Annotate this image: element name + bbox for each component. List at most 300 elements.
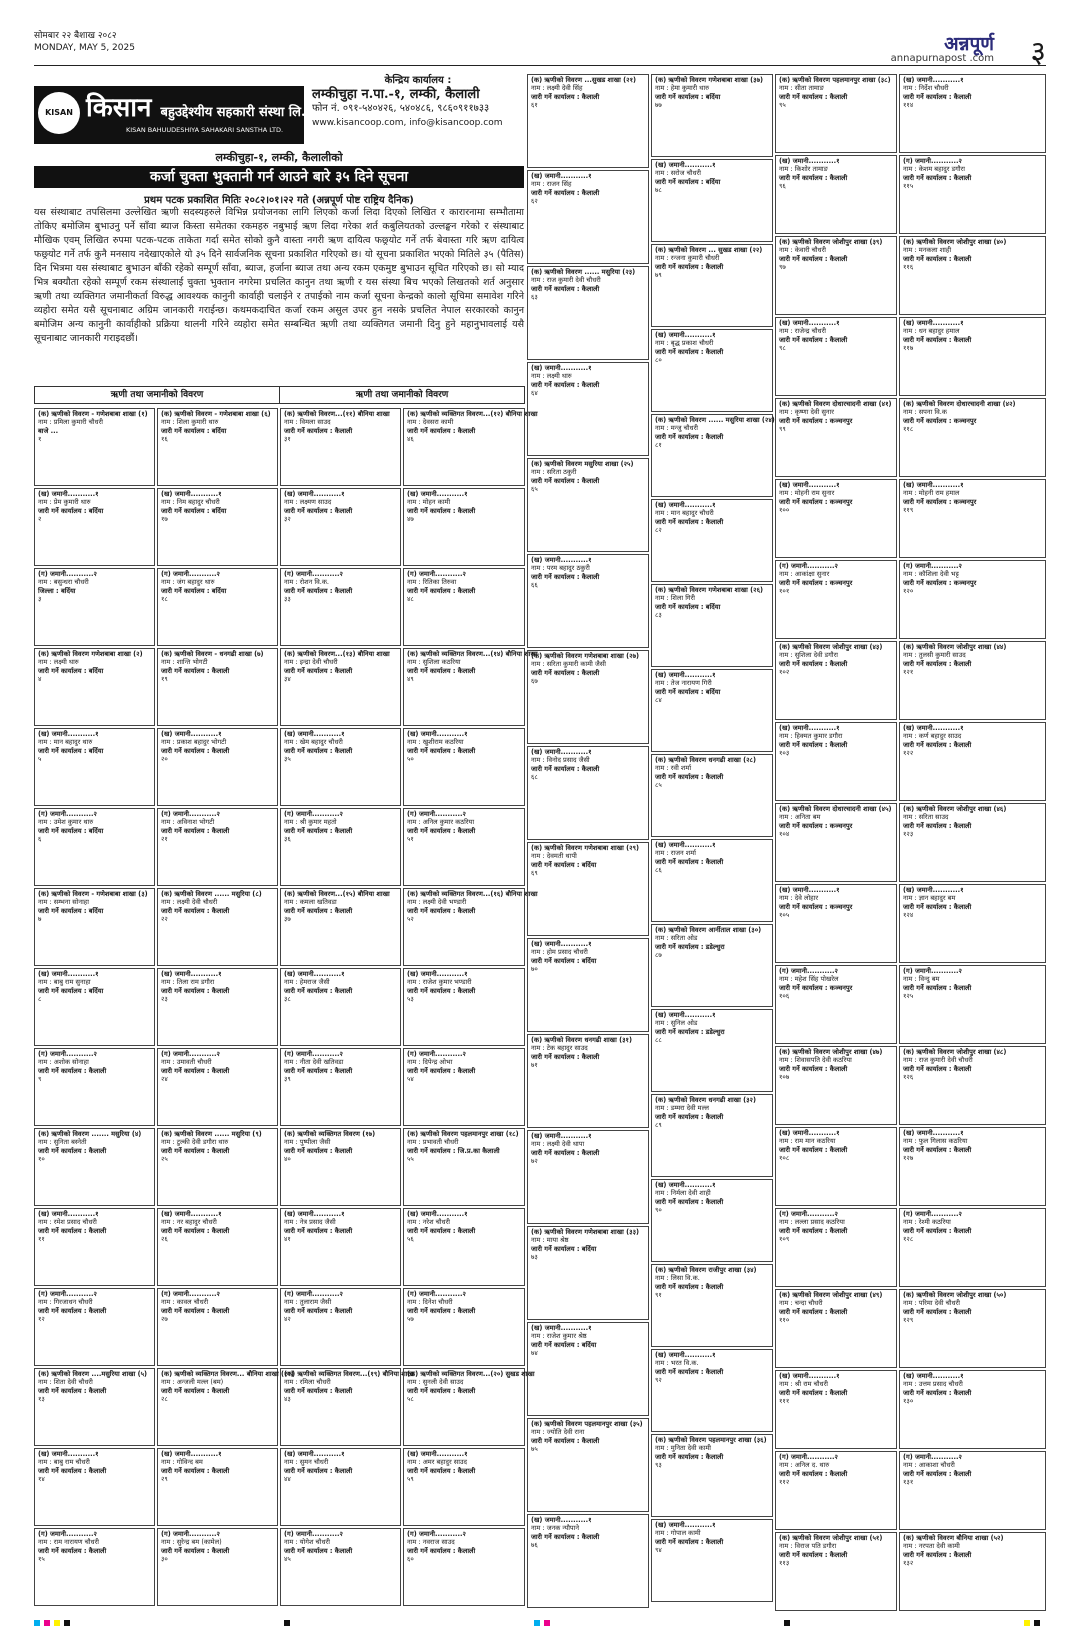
borrower-card — [280, 648, 401, 726]
card-office: जारी गर्ने कार्यालय : बर्दिया — [161, 506, 227, 515]
borrower-card — [34, 1208, 155, 1286]
card-heading: (क) ऋणीको व्यक्तिगत विवरण... बौनिया शाखा (१०) — [161, 1370, 294, 1378]
card-heading: (ख) जमानी...........१ — [38, 730, 99, 738]
card-office: जारी गर्ने कार्यालय : कैलाली — [284, 746, 353, 755]
card-number: १११ — [779, 1397, 790, 1406]
card-office: जारी गर्ने कार्यालय : कैलाली — [407, 746, 476, 755]
office-info — [312, 74, 524, 130]
card-number: ३६ — [284, 835, 291, 844]
card-number: १४ — [38, 1475, 45, 1484]
card-office: जारी गर्ने कार्यालय : बर्दिया — [38, 666, 104, 675]
card-heading: (क) ऋणीको विवरण - धनगढी शाखा (७) — [161, 650, 264, 658]
card-office: जारी गर्ने कार्यालय : कैलाली — [161, 1546, 230, 1555]
card-number: १८ — [161, 595, 168, 604]
borrower-card — [775, 803, 897, 882]
borrower-card — [403, 1128, 525, 1206]
card-office: जारी गर्ने कार्यालय : कैलाली — [531, 92, 600, 101]
card-number: ५९ — [407, 1475, 414, 1484]
card-office: जारी गर्ने कार्यालय : बर्दिया — [38, 986, 104, 995]
card-name: नाम : सुरेन्द्र बम (कामेल) — [161, 1538, 222, 1547]
borrower-card — [34, 1288, 155, 1366]
card-heading: (क) ऋणीको विवरण ...... मसुरिया शाखा (२४) — [655, 416, 775, 424]
card-name: नाम : मुनिता देवी कामी — [655, 1444, 711, 1453]
card-name: नाम : रमिला चौधरी — [284, 1378, 331, 1387]
card-heading: (ख) जमानी...........१ — [531, 172, 592, 180]
card-heading: (ख) जमानी...........१ — [903, 724, 964, 732]
card-office: जारी गर्ने कार्यालय : कैलाली — [531, 572, 600, 581]
card-name: नाम : तुलसी कुमारी साउद — [903, 651, 966, 660]
card-number: ७० — [531, 965, 538, 974]
card-office: जारी गर्ने कार्यालय : कैलाली — [779, 1550, 848, 1559]
card-name: नाम : मोहनी राम सुनार — [779, 489, 835, 498]
card-name: नाम : विराज पति डगौरा — [779, 1542, 837, 1551]
card-heading: (ख) जमानी...........१ — [903, 319, 964, 327]
card-name: नाम : देवे लोहार — [779, 894, 819, 903]
card-office: जारी गर्ने कार्यालय : कैलाली — [284, 1386, 353, 1395]
card-heading: (ग) जमानी...........२ — [161, 1050, 220, 1058]
card-office: जारी गर्ने कार्यालय : कैलाली — [779, 92, 848, 101]
card-heading: (ख) जमानी...........१ — [655, 161, 716, 169]
card-number: ८७ — [655, 951, 662, 960]
card-name: नाम : लक्ष्मी थारु — [531, 372, 572, 381]
borrower-card — [157, 808, 278, 886]
card-heading: (क) ऋणीको विवरण जोशीपुर शाखा (४८) — [903, 1048, 1007, 1056]
card-heading: (ग) जमानी...........२ — [407, 570, 466, 578]
card-heading: (क) ऋणीको विवरण पहलमानपुर शाखा (१८) — [407, 1130, 519, 1138]
borrower-card — [403, 1208, 525, 1286]
card-name: नाम : परिमा देवी चौधरी — [903, 1299, 960, 1308]
borrower-card — [280, 1128, 401, 1206]
borrower-card — [775, 74, 897, 153]
card-heading: (ख) जमानी...........१ — [903, 76, 964, 84]
borrower-card — [775, 560, 897, 639]
notice-column — [775, 74, 897, 1616]
card-number: १७ — [161, 515, 168, 524]
card-heading: (क) ऋणीको विवरण गणेशबाबा शाखा (२७) — [531, 652, 640, 660]
card-name: नाम : सरिता ओड — [655, 934, 698, 943]
card-number: ८० — [655, 356, 662, 365]
card-heading: (ख) जमानी...........१ — [407, 970, 468, 978]
card-name: नाम : प्रमिला कुमारी चौधरी — [38, 418, 103, 427]
card-heading: (ग) जमानी...........२ — [903, 1453, 962, 1461]
borrower-card — [34, 488, 155, 566]
card-office: जारी गर्ने कार्यालय : कैलाली — [407, 1546, 476, 1555]
card-office: जारी गर्ने कार्यालय : बर्दिया — [38, 906, 104, 915]
card-office: जारी गर्ने कार्यालय : कैलाली — [38, 1546, 107, 1555]
card-name: नाम : उमेश कुमार थारु — [38, 818, 94, 827]
card-heading: (ग) जमानी...........२ — [407, 1050, 466, 1058]
borrower-card — [899, 1289, 1046, 1368]
office-address: लम्कीचुहा न.पा.-१, लम्की, कैलाली — [312, 87, 480, 102]
card-office: जारी गर्ने कार्यालय : कैलाली — [903, 1226, 972, 1235]
card-heading: (क) ऋणीको विवरण - गणेशबाबा शाखा (३) — [38, 890, 148, 898]
card-number: ५१ — [407, 835, 414, 844]
card-heading: (ग) जमानी...........२ — [161, 570, 220, 578]
card-office: जारी गर्ने कार्यालय : कैलाली — [903, 983, 972, 992]
card-name: नाम : सरोज चौधरी — [655, 169, 701, 178]
card-heading: (ग) जमानी...........२ — [161, 1530, 220, 1538]
card-heading: (ख) जमानी...........१ — [655, 841, 716, 849]
date-line — [34, 30, 135, 54]
card-name: नाम : आकांक्षा सुनार — [779, 570, 830, 579]
card-office: जारी गर्ने कार्यालय : कैलाली — [161, 1226, 230, 1235]
card-office: जारी गर्ने कार्यालय : कैलाली — [284, 1226, 353, 1235]
card-office: जारी गर्ने कार्यालय : कैलाली — [407, 986, 476, 995]
borrower-card — [651, 1264, 773, 1347]
card-heading: (क) ऋणीको विवरण गणेशबाबा शाखा (२) — [38, 650, 143, 658]
card-number: २८ — [161, 1395, 168, 1404]
card-heading: (क) ऋणीको विवरण...(१५) बौनिया शाखा — [284, 890, 390, 898]
card-heading: (ग) जमानी...........२ — [284, 810, 343, 818]
card-number: ८४ — [655, 696, 662, 705]
card-name: नाम : आकाशा चौधरी — [903, 1461, 955, 1470]
borrower-card — [899, 74, 1046, 153]
card-number: ८१ — [655, 441, 662, 450]
borrower-card — [651, 754, 773, 837]
borrower-card — [157, 968, 278, 1046]
card-name: नाम : सीता तामाङ — [779, 84, 824, 93]
card-name: नाम : योगेश चौधरी — [284, 1538, 330, 1547]
card-name: नाम : उत्तम प्रसाद चौधरी — [903, 1380, 963, 1389]
column-headers — [34, 386, 525, 404]
borrower-card — [403, 968, 525, 1046]
card-name: नाम : प्रेम कुमारी थारु — [38, 498, 91, 507]
card-number: ११० — [779, 1316, 790, 1325]
card-office: जारी गर्ने कार्यालय : कैलाली — [284, 1546, 353, 1555]
card-number: २७ — [161, 1315, 168, 1324]
card-office: जारी गर्ने कार्यालय : कैलाली — [284, 1466, 353, 1475]
card-office: जारी गर्ने कार्यालय : बर्दिया — [38, 826, 104, 835]
card-office: जारी गर्ने कार्यालय : कैलाली — [655, 347, 724, 356]
borrower-card — [403, 808, 525, 886]
borrower-card — [157, 728, 278, 806]
card-name: नाम : निर्मला देवी शाही — [655, 1189, 711, 1198]
borrower-card — [157, 648, 278, 726]
borrower-card — [651, 244, 773, 327]
card-heading: (ग) जमानी...........२ — [407, 1290, 466, 1298]
borrower-card — [34, 568, 155, 646]
card-office: जारी गर्ने कार्यालय : बर्दिया — [655, 602, 721, 611]
card-number: ६८ — [531, 773, 538, 782]
card-heading: (क) ऋणीको विवरण जोशीपुर शाखा (४४) — [903, 643, 1007, 651]
borrower-card — [34, 648, 155, 726]
card-name: नाम : मोहन कामी — [407, 498, 451, 507]
card-heading: (ग) जमानी...........२ — [284, 1530, 343, 1538]
card-heading: (ख) जमानी...........१ — [655, 1011, 716, 1019]
card-office: जारी गर्ने कार्यालय : कैलाली — [779, 1226, 848, 1235]
card-heading: (क) ऋणीको विवरण - गणेशबाबा शाखा (१) — [38, 410, 148, 418]
borrower-card — [775, 1208, 897, 1287]
card-name: नाम : केशम बहादुर डगौरा — [903, 165, 965, 174]
website[interactable]: annapurnapost .com — [890, 53, 994, 64]
card-name: नाम : राम नारायण चौधरी — [38, 1538, 99, 1547]
borrower-card — [280, 488, 401, 566]
card-name: नाम : राज कुमारी देवी चौधरी — [531, 276, 601, 285]
card-office: जारी गर्ने कार्यालय : कैलाली — [161, 1306, 230, 1315]
card-office: जारी गर्ने कार्यालय : कैलाली — [531, 764, 600, 773]
card-office: जारी गर्ने कार्यालय : कैलाली — [779, 1307, 848, 1316]
borrower-card — [34, 888, 155, 966]
card-heading: (क) ऋणीको विवरण गणेशबाबा शाखा (३७) — [655, 76, 764, 84]
borrower-card — [34, 1048, 155, 1126]
card-office: जारी गर्ने कार्यालय : कैलाली — [655, 857, 724, 866]
card-office: जारी गर्ने कार्यालय : कैलाली — [161, 906, 230, 915]
borrower-card — [775, 155, 897, 234]
card-name: नाम : इन्द्रा देवी चौधरी — [284, 658, 338, 667]
card-number: १०२ — [779, 668, 790, 677]
borrower-card — [775, 1127, 897, 1206]
card-name: नाम : राजेश कुमार श्रेष्ठ — [531, 1332, 587, 1341]
card-name: नाम : फुल गिलास कठरिया — [903, 1137, 968, 1146]
card-number: ३१ — [284, 435, 291, 444]
card-heading: (ख) जमानी...........१ — [903, 886, 964, 894]
borrower-card — [899, 1370, 1046, 1449]
borrower-card — [403, 1528, 525, 1606]
card-number: ७६ — [531, 1541, 538, 1550]
borrower-card — [280, 408, 401, 486]
card-name: नाम : रमेश प्रसाद चौधरी — [38, 1218, 97, 1227]
card-name: नाम : नरेश चौधरी — [407, 1218, 451, 1227]
borrower-card — [651, 839, 773, 922]
card-name: नाम : रोशन वि.क. — [284, 578, 329, 587]
card-name: नाम : माया श्रेष्ठ — [531, 1236, 569, 1245]
card-name: नाम : शिला गिरी — [655, 594, 696, 603]
card-name: नाम : खेम बहादुर चौधरी — [284, 738, 343, 747]
card-office: जारी गर्ने कार्यालय : कञ्चनपुर — [779, 821, 853, 830]
card-name: नाम : हेमा कुमारी थारु — [655, 84, 710, 93]
card-name: नाम : होम प्रसाद चौधरी — [531, 948, 588, 957]
card-name: नाम : नर बहादुर चौधरी — [161, 1218, 217, 1227]
card-office: जारी गर्ने कार्यालय : कैलाली — [407, 586, 476, 595]
borrower-card — [899, 803, 1046, 882]
card-name: नाम : निम बहादुर चौधरी — [161, 498, 220, 507]
card-name: नाम : चन्दा चौधरी — [779, 1299, 823, 1308]
column-header: ऋणी तथा जमानीको विवरण — [355, 390, 449, 400]
card-heading: (ख) जमानी...........१ — [779, 481, 840, 489]
borrower-card — [899, 1046, 1046, 1125]
card-number: ५८ — [407, 1395, 414, 1404]
card-name: नाम : केवारी चौधरी — [779, 246, 827, 255]
card-number: ७१ — [531, 1061, 538, 1070]
card-heading: (ग) जमानी...........२ — [38, 1050, 97, 1058]
card-office: जारी गर्ने कार्यालय : कैलाली — [161, 1386, 230, 1395]
borrower-card — [775, 236, 897, 315]
borrower-card — [651, 74, 773, 157]
card-name: नाम : ज्ञान बहादुर बम — [903, 894, 956, 903]
card-name: नाम : उमावती चौधरी — [161, 1058, 212, 1067]
card-number: ६६ — [531, 581, 538, 590]
card-heading: (क) ऋणीको विवरण दोधारचादनी शाखा (४२) — [903, 400, 1016, 408]
card-heading: (ख) जमानी...........१ — [284, 1210, 345, 1218]
card-number: ९२ — [655, 1376, 662, 1385]
card-number: ४६ — [407, 435, 414, 444]
card-heading: (क) ऋणीको विवरण...(११) बौनिया शाखा — [284, 410, 390, 418]
card-number: ११४ — [903, 101, 914, 110]
card-number: १२३ — [903, 830, 914, 839]
card-number: १२८ — [903, 1235, 914, 1244]
card-heading: (क) ऋणीको विवरण जोशीपुर शाखा (४०) — [903, 238, 1007, 246]
card-office: जिल्ला : बर्दिया — [38, 586, 76, 595]
card-number: ८३ — [655, 611, 662, 620]
borrower-card — [651, 1179, 773, 1262]
card-office: जारी गर्ने कार्यालय : कैलाली — [407, 666, 476, 675]
card-name: नाम : सुशिला देवी डगौरा — [779, 651, 838, 660]
logo-english: KISAN BAHUUDESHIYA SAHAKARI SANSTHA LTD. — [126, 126, 284, 134]
card-office: जारी गर्ने कार्यालय : कैलाली — [655, 1367, 724, 1376]
card-number: ६० — [407, 1555, 414, 1564]
borrower-card — [157, 888, 278, 966]
date-en: MONDAY, MAY 5, 2025 — [34, 43, 135, 53]
card-name: नाम : मान बहादुर चौधरी — [655, 509, 714, 518]
borrower-card — [157, 1528, 278, 1606]
card-heading: (क) ऋणीको विवरण धनगढी शाखा (३२) — [655, 1096, 756, 1104]
card-name: नाम : मनकला शाही — [903, 246, 952, 255]
card-heading: (क) ऋणीको विवरण जोशीपुर शाखा (५१) — [779, 1534, 883, 1542]
card-name: नाम : अमर बहादुर साउद — [407, 1458, 468, 1467]
card-number: ८ — [38, 995, 42, 1004]
card-office: जारी गर्ने कार्यालय : कैलाली — [531, 476, 600, 485]
borrower-card — [899, 722, 1046, 801]
borrower-card — [34, 1448, 155, 1526]
card-heading: (क) ऋणीको विवरण दोधारचादनी शाखा (४५) — [779, 805, 892, 813]
card-number: ९७ — [779, 263, 786, 272]
borrower-card — [527, 650, 649, 744]
card-office: जारी गर्ने कार्यालय : कैलाली — [903, 1550, 972, 1559]
card-office: जारी गर्ने कार्यालय : कैलाली — [655, 517, 724, 526]
notice-body: यस संस्थाबाट तपसिलमा उल्लेखित ऋणी सदस्यहरुले विभिन्न प्रयोजनका लागि लिएको कर्जा लिदा दिएको लिखित र कारारनामा सम्भौतामा तोकिए बमोजिम बुभाउनु पर्ने साँवा ब्याज किस्ता समेतका रकमहरु नबुभाई ऋण लिदा गरेका शर्त कबुलियतको उल्लङ्घन गरेको र संस्थाबाट मौखिक एवम् लिखित रुपमा पटक-पटक ताकेता गर्दा समेत सोको कुनै वास्ता नगरी ऋण दायित्व फछ्र्याेट गर्ने तर्फ बेवास्ता गरि ऋण दायित्व फछ्र्याेट गर्ने तर्फ कुनै मनसाय नदेखाएकोले यो ३५ दिने सार्वजनिक सूचना प्रकाशित गरिएको छ। यो सूचना प्रकाशित भएको मितिले ३५ (पैतिस) दिन भित्रमा यस संस्थाबाट बुभाउन बाँकी रहेको सम्पूर्ण साँवा, ब्याज, हर्जाना ब्याज तथा अन्य रकम एकमुष्ट बुभाउन सूचित गरिएको छ। सो म्याद भित्र बक्यौता रहेको सम्पूर्ण रकम संस्थालाई चुक्ता भुक्तान नगरेमा प्रचलित कानुन तथा ऋणी र यस संस्था बिच भएको लिखतको शर्त अनुसार ऋणी तथा व्यक्तिगत जमानीकर्ता विरुद्ध आवश्यक कानुनी कार्वाही चलाईने र तपाईको नाम कर्जा सूचना केन्द्रको कालो सूचिमा समावेश गरिने व्यहोरा समेत यसै सूचनाबाट अग्रिम जानकारी गराईन्छ। कथमकदाचित कर्जा रकम असुल उपर हुन नसके प्रचलित नेपाल सरकारको कानुन बमोजिम अन्य कानुनी कार्वाहीको प्रक्रिया थालनी गरिने व्यहोरा समेत सम्बन्धित ऋणी तथा व्यक्तिगत जमानी दिनु हुने महानुभावलाई यसै सूचनाबाट जानकारी गराइदछौं। — [34, 207, 524, 344]
card-heading: (क) ऋणीको व्यक्तिगत विवरण...(२०) सुखड शाखा — [407, 1370, 535, 1378]
card-number: ३८ — [284, 995, 291, 1004]
card-office: जारी गर्ने कार्यालय : कैलाली — [903, 1307, 972, 1316]
card-heading: (क) ऋणीको विवरण जोशीपुर शाखा (४९) — [779, 1291, 883, 1299]
card-office: जारी गर्ने कार्यालय : बर्दिया — [531, 956, 597, 965]
card-heading: (ख) जमानी...........१ — [38, 1450, 99, 1458]
borrower-card — [527, 842, 649, 936]
card-heading: (ग) जमानी...........२ — [284, 1050, 343, 1058]
card-heading: (ख) जमानी...........१ — [779, 319, 840, 327]
borrower-card — [775, 1532, 897, 1611]
borrower-card — [651, 1519, 773, 1602]
borrower-card — [403, 408, 538, 486]
card-office: जारी गर्ने कार्यालय : कैलाली — [161, 1066, 230, 1075]
card-number: १०७ — [779, 1073, 790, 1082]
borrower-card — [157, 488, 278, 566]
card-heading: (ख) जमानी...........१ — [531, 1324, 592, 1332]
card-heading: (ख) जमानी...........१ — [407, 1210, 468, 1218]
card-office: जारी गर्ने कार्यालय : कञ्चनपुर — [779, 983, 853, 992]
borrower-card — [899, 236, 1046, 315]
card-heading: (ख) जमानी...........१ — [161, 1450, 222, 1458]
card-office: जारी गर्ने कार्यालय : कैलाली — [903, 92, 972, 101]
card-name: नाम : तेज नारायण गिरी — [655, 679, 712, 688]
card-number: ८६ — [655, 866, 662, 875]
borrower-card — [651, 329, 773, 412]
card-office: जारी गर्ने कार्यालय : बर्दिया — [531, 860, 597, 869]
card-office: जारी गर्ने कार्यालय : कैलाली — [38, 1466, 107, 1475]
card-name: नाम : देवसरा कामी — [407, 418, 454, 427]
borrower-card — [775, 641, 897, 720]
card-name: नाम : सुशिला कठरिया — [407, 658, 461, 667]
card-heading: (ख) जमानी...........१ — [655, 1351, 716, 1359]
card-heading: (क) ऋणीको विवरण दोधारचादनी शाखा (४१) — [779, 400, 892, 408]
borrower-card — [403, 888, 538, 966]
card-name: नाम : हेमराज जैसी — [284, 978, 330, 987]
card-heading: (ग) जमानी...........२ — [38, 810, 97, 818]
card-name: नाम : विमला साउद — [284, 418, 331, 427]
card-office: जारी गर्ने कार्यालय : डडेल्धुरा — [655, 942, 725, 951]
card-number: १० — [38, 1155, 45, 1164]
borrower-card — [280, 968, 401, 1046]
borrower-card — [651, 1434, 773, 1517]
card-name: नाम : अनिल कुमार कठरिया — [407, 818, 475, 827]
card-heading: (ख) जमानी...........१ — [779, 1372, 840, 1380]
card-name: नाम : अनिता बम — [779, 813, 821, 822]
card-name: नाम : सरिता कुमारी कामी जैसी — [531, 660, 606, 669]
card-number: २५ — [161, 1155, 168, 1164]
card-office: जारी गर्ने कार्यालय : कञ्चनपुर — [779, 416, 853, 425]
card-number: ११३ — [779, 1559, 790, 1568]
office-web[interactable]: www.kisancoop.com, info@kisancoop.com — [312, 118, 503, 128]
card-name: नाम : कौशिला देवी भट्ट — [903, 570, 959, 579]
borrower-card — [775, 965, 897, 1044]
card-office: जारी गर्ने कार्यालय : कैलाली — [903, 740, 972, 749]
card-number: ५५ — [407, 1155, 414, 1164]
card-name: नाम : प्रभावती चौधरी — [407, 1138, 459, 1147]
borrower-card — [527, 74, 649, 168]
notice-column — [651, 74, 773, 1616]
card-office: जारी गर्ने कार्यालय : कैलाली — [284, 1066, 353, 1075]
borrower-card — [527, 1418, 649, 1512]
card-number: १३० — [903, 1397, 914, 1406]
card-heading: (क) ऋणीको विवरण ...... मसुरिया (९) — [161, 1130, 262, 1138]
card-name: नाम : श्री राम चौधरी — [779, 1380, 828, 1389]
card-office: जारी गर्ने कार्यालय : कैलाली — [284, 586, 353, 595]
card-name: नाम : तिला राम डगौरा — [161, 978, 215, 987]
card-heading: (ग) जमानी...........२ — [161, 1290, 220, 1298]
card-number: ३४ — [284, 675, 291, 684]
card-number: १३ — [38, 1395, 45, 1404]
card-office: जारी गर्ने कार्यालय : कैलाली — [161, 826, 230, 835]
borrower-card — [403, 488, 525, 566]
card-number: ११५ — [903, 182, 914, 191]
borrower-card — [527, 1034, 649, 1128]
branch-line: लम्कीचुहा-१, लम्की, कैलालीको — [215, 151, 343, 164]
card-office: जारी गर्ने कार्यालय : कैलाली — [779, 1064, 848, 1073]
card-heading: (ख) जमानी...........१ — [407, 730, 468, 738]
card-name: नाम : कमला खतिवडा — [284, 898, 337, 907]
card-number: २ — [38, 515, 42, 524]
card-heading: (ग) जमानी...........२ — [779, 1210, 838, 1218]
card-number: ६४ — [531, 389, 538, 398]
card-office: जारी गर्ने कार्यालय : कञ्चनपुर — [779, 578, 853, 587]
borrower-card — [775, 317, 897, 396]
card-heading: (ख) जमानी...........१ — [779, 724, 840, 732]
card-heading: (क) ऋणीको विवरण गणेशबाबा शाखा (२६) — [655, 586, 764, 594]
card-number: १२१ — [903, 668, 914, 677]
card-heading: (क) ऋणीको विवरण मसुरिया शाखा (२५) — [531, 460, 634, 468]
card-number: ९८ — [779, 344, 786, 353]
borrower-card — [157, 1288, 278, 1366]
publication-name: अन्नपूर्ण — [944, 33, 994, 55]
card-name: नाम : सुनली देवी साउद — [407, 1378, 464, 1387]
card-office: जारी गर्ने कार्यालय : कैलाली — [531, 1436, 600, 1445]
card-number: ७७ — [655, 101, 662, 110]
card-number: ९० — [655, 1206, 662, 1215]
card-office: जारी गर्ने कार्यालय : कैलाली — [161, 746, 230, 755]
card-office: जारी गर्ने कार्यालय : कैलाली — [903, 902, 972, 911]
card-heading: (ख) जमानी...........१ — [903, 1129, 964, 1137]
borrower-card — [403, 568, 525, 646]
